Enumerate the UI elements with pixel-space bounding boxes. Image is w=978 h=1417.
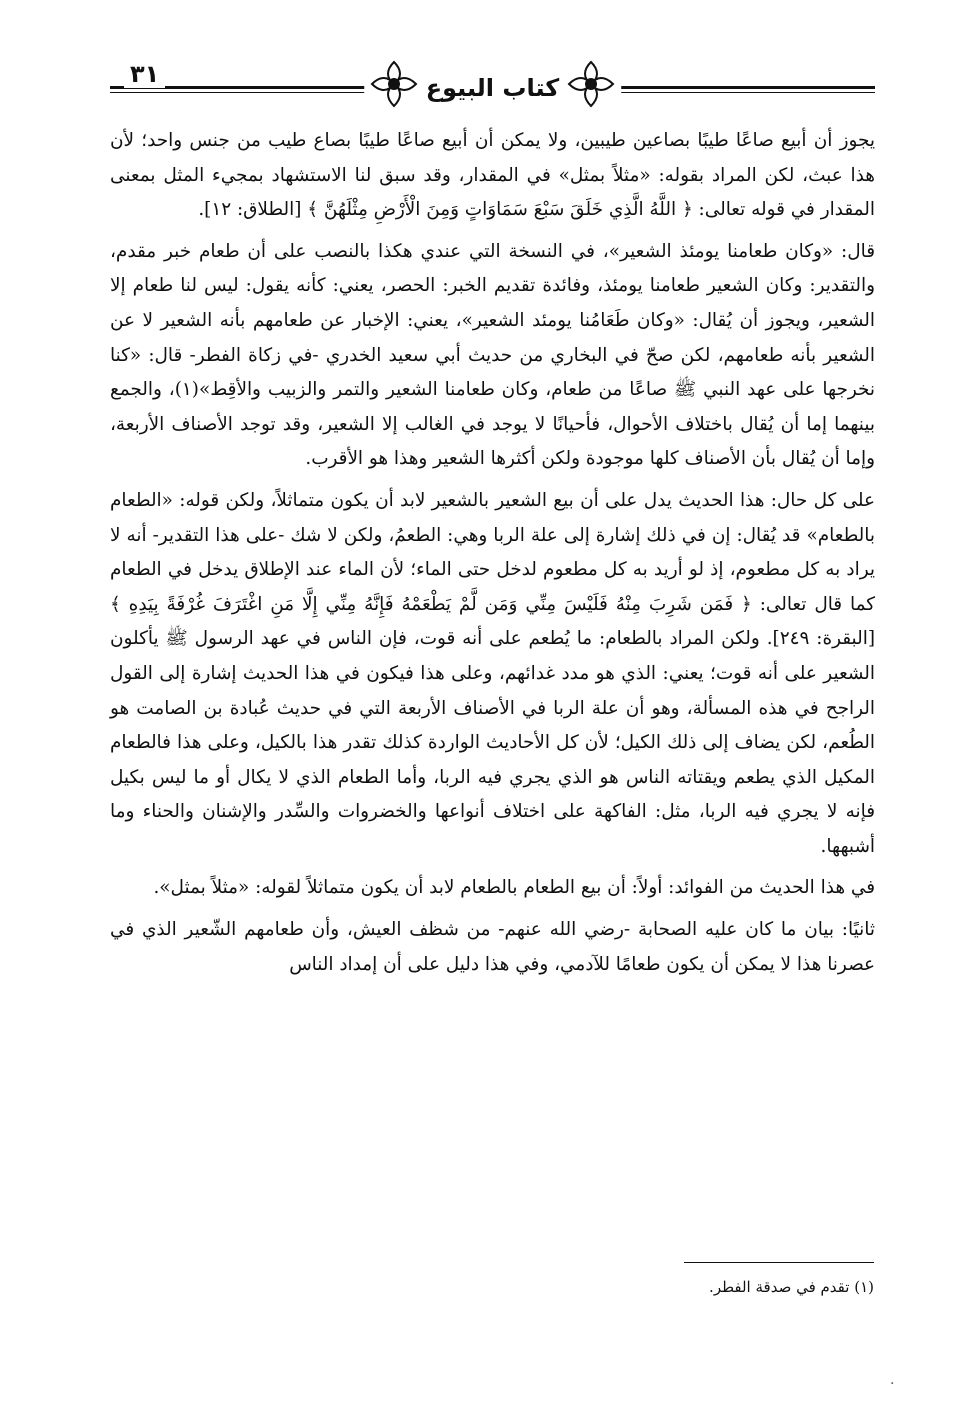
footnote: (١) تقدم في صدقة الفطر. bbox=[709, 1278, 874, 1296]
ornament-right-icon bbox=[565, 58, 617, 110]
page-header bbox=[110, 52, 875, 112]
footnote-divider bbox=[684, 1262, 874, 1263]
paragraph: على كل حال: هذا الحديث يدل على أن بيع الشعير بالشعير لابد أن يكون متماثلاً، ولكن قوله: «الطعام بالطعام» قد يُقال: إن في ذلك إشارة إلى علة الربا وهي: الطعمُ، ولكن لا شك -على هذا التقدير- أنه لا يراد به كل مطعوم، إذ لو أريد به كل مطعوم لدخل حتى الماء؛ لأن الماء عند الإطلاق يدخل في الطعام كما قال تعالى: ﴿ فَمَن شَرِبَ مِنْهُ فَلَيْسَ مِنِّي وَمَن لَّمْ يَطْعَمْهُ فَإِنَّهُ مِنِّي إِلَّا مَنِ اغْتَرَفَ غُرْفَةً بِيَدِهِ ﴾ [البقرة: ٢٤٩]. ولكن المراد بالطعام: ما يُطعم على أنه قوت، فإن الناس في عهد الرسول ﷺ يأكلون الشعير على أنه قوت؛ يعني: الذي هو مدد غدائهم، وعلى هذا فيكون في هذا الحديث إشارة إلى القول الراجح في هذه المسألة، وهو أن علة الربا في الأصناف الأربعة التي في حديث عُبادة بن الصامت هو الطُعم، لكن يضاف إلى ذلك الكيل؛ لأن كل الأحاديث الواردة كذلك تقدر هذا بالكيل، وعلى هذا فالطعام المكيل الذي يطعم ويقتاته الناس هو الذي يجري فيه الربا، وأما الطعام الذي لا يكال أو ما ليس بكيل فإنه لا يجري فيه الربا، مثل: الفاكهة على اختلاف أنواعها والخضروات والسِّدر والإشنان والحناء وما أشبهها. bbox=[110, 489, 875, 857]
paragraph: ثانيًا: بيان ما كان عليه الصحابة -رضي الله عنهم- من شظف العيش، وأن طعامهم الشّعير الذي في عصرنا هذا لا يمكن أن يكون طعامًا للآدمي، وفي هذا دليل على أن إمداد الناس bbox=[110, 919, 875, 975]
body-text bbox=[110, 124, 875, 989]
ornament-left-icon bbox=[368, 58, 420, 110]
paragraph: قال: «وكان طعامنا يومئذ الشعير»، في النسخة التي عندي هكذا بالنصب على أن طعام خبر مقدم، والتقدير: وكان الشعير طعامنا يومئذ، وفائدة تقديم الخبر: الحصر، يعني: كأنه يقول: ليس لنا طعام إلا الشعير، ويجوز أن يُقال: «وكان طَعَامُنا يومئد الشعير»، يعني: الإخبار عن طعامهم بأنه الشعير لا عن الشعير بأنه طعامهم، لكن صحّ في البخاري من حديث أبي سعيد الخدري -في زكاة الفطر- قال: «كنا نخرجها على عهد النبي ﷺ صاعًا من طعام، وكان طعامنا الشعير والتمر والزبيب والأقِط»(١)، والجمع بينهما إما أن يُقال باختلاف الأحوال، فأحيانًا لا يوجد في الغالب إلا الشعير، وقد توجد الأصناف الأربعة، وإما أن يُقال بأن الأصناف كلها موجودة ولكن أكثرها الشعير وهذا هو الأقرب. bbox=[110, 240, 875, 470]
paragraph: يجوز أن أبيع صاعًا طيبًا بصاعين طيبين، ولا يمكن أن أبيع صاعًا طيبًا بصاع طيب من جنس واحد؛ لأن هذا عبث، لكن المراد بقوله: «مثلاً بمثل» في المقدار، وقد سبق لنا الاستشهاد بمجيء المثل بمعنى المقدار في قوله تعالى: ﴿ اللَّهُ الَّذِي خَلَقَ سَبْعَ سَمَاوَاتٍ وَمِنَ الْأَرْضِ مِثْلَهُنَّ ﴾ [الطلاق: ١٢]. bbox=[110, 130, 875, 221]
running-title: كتاب البيوع bbox=[364, 74, 622, 102]
corner-mark: . bbox=[890, 1372, 895, 1388]
page-number: ٣١ bbox=[124, 60, 165, 88]
paragraph: في هذا الحديث من الفوائد: أولاً: أن بيع الطعام بالطعام لابد أن يكون متماثلاً لقوله: «مثلاً بمثل». bbox=[153, 877, 875, 899]
